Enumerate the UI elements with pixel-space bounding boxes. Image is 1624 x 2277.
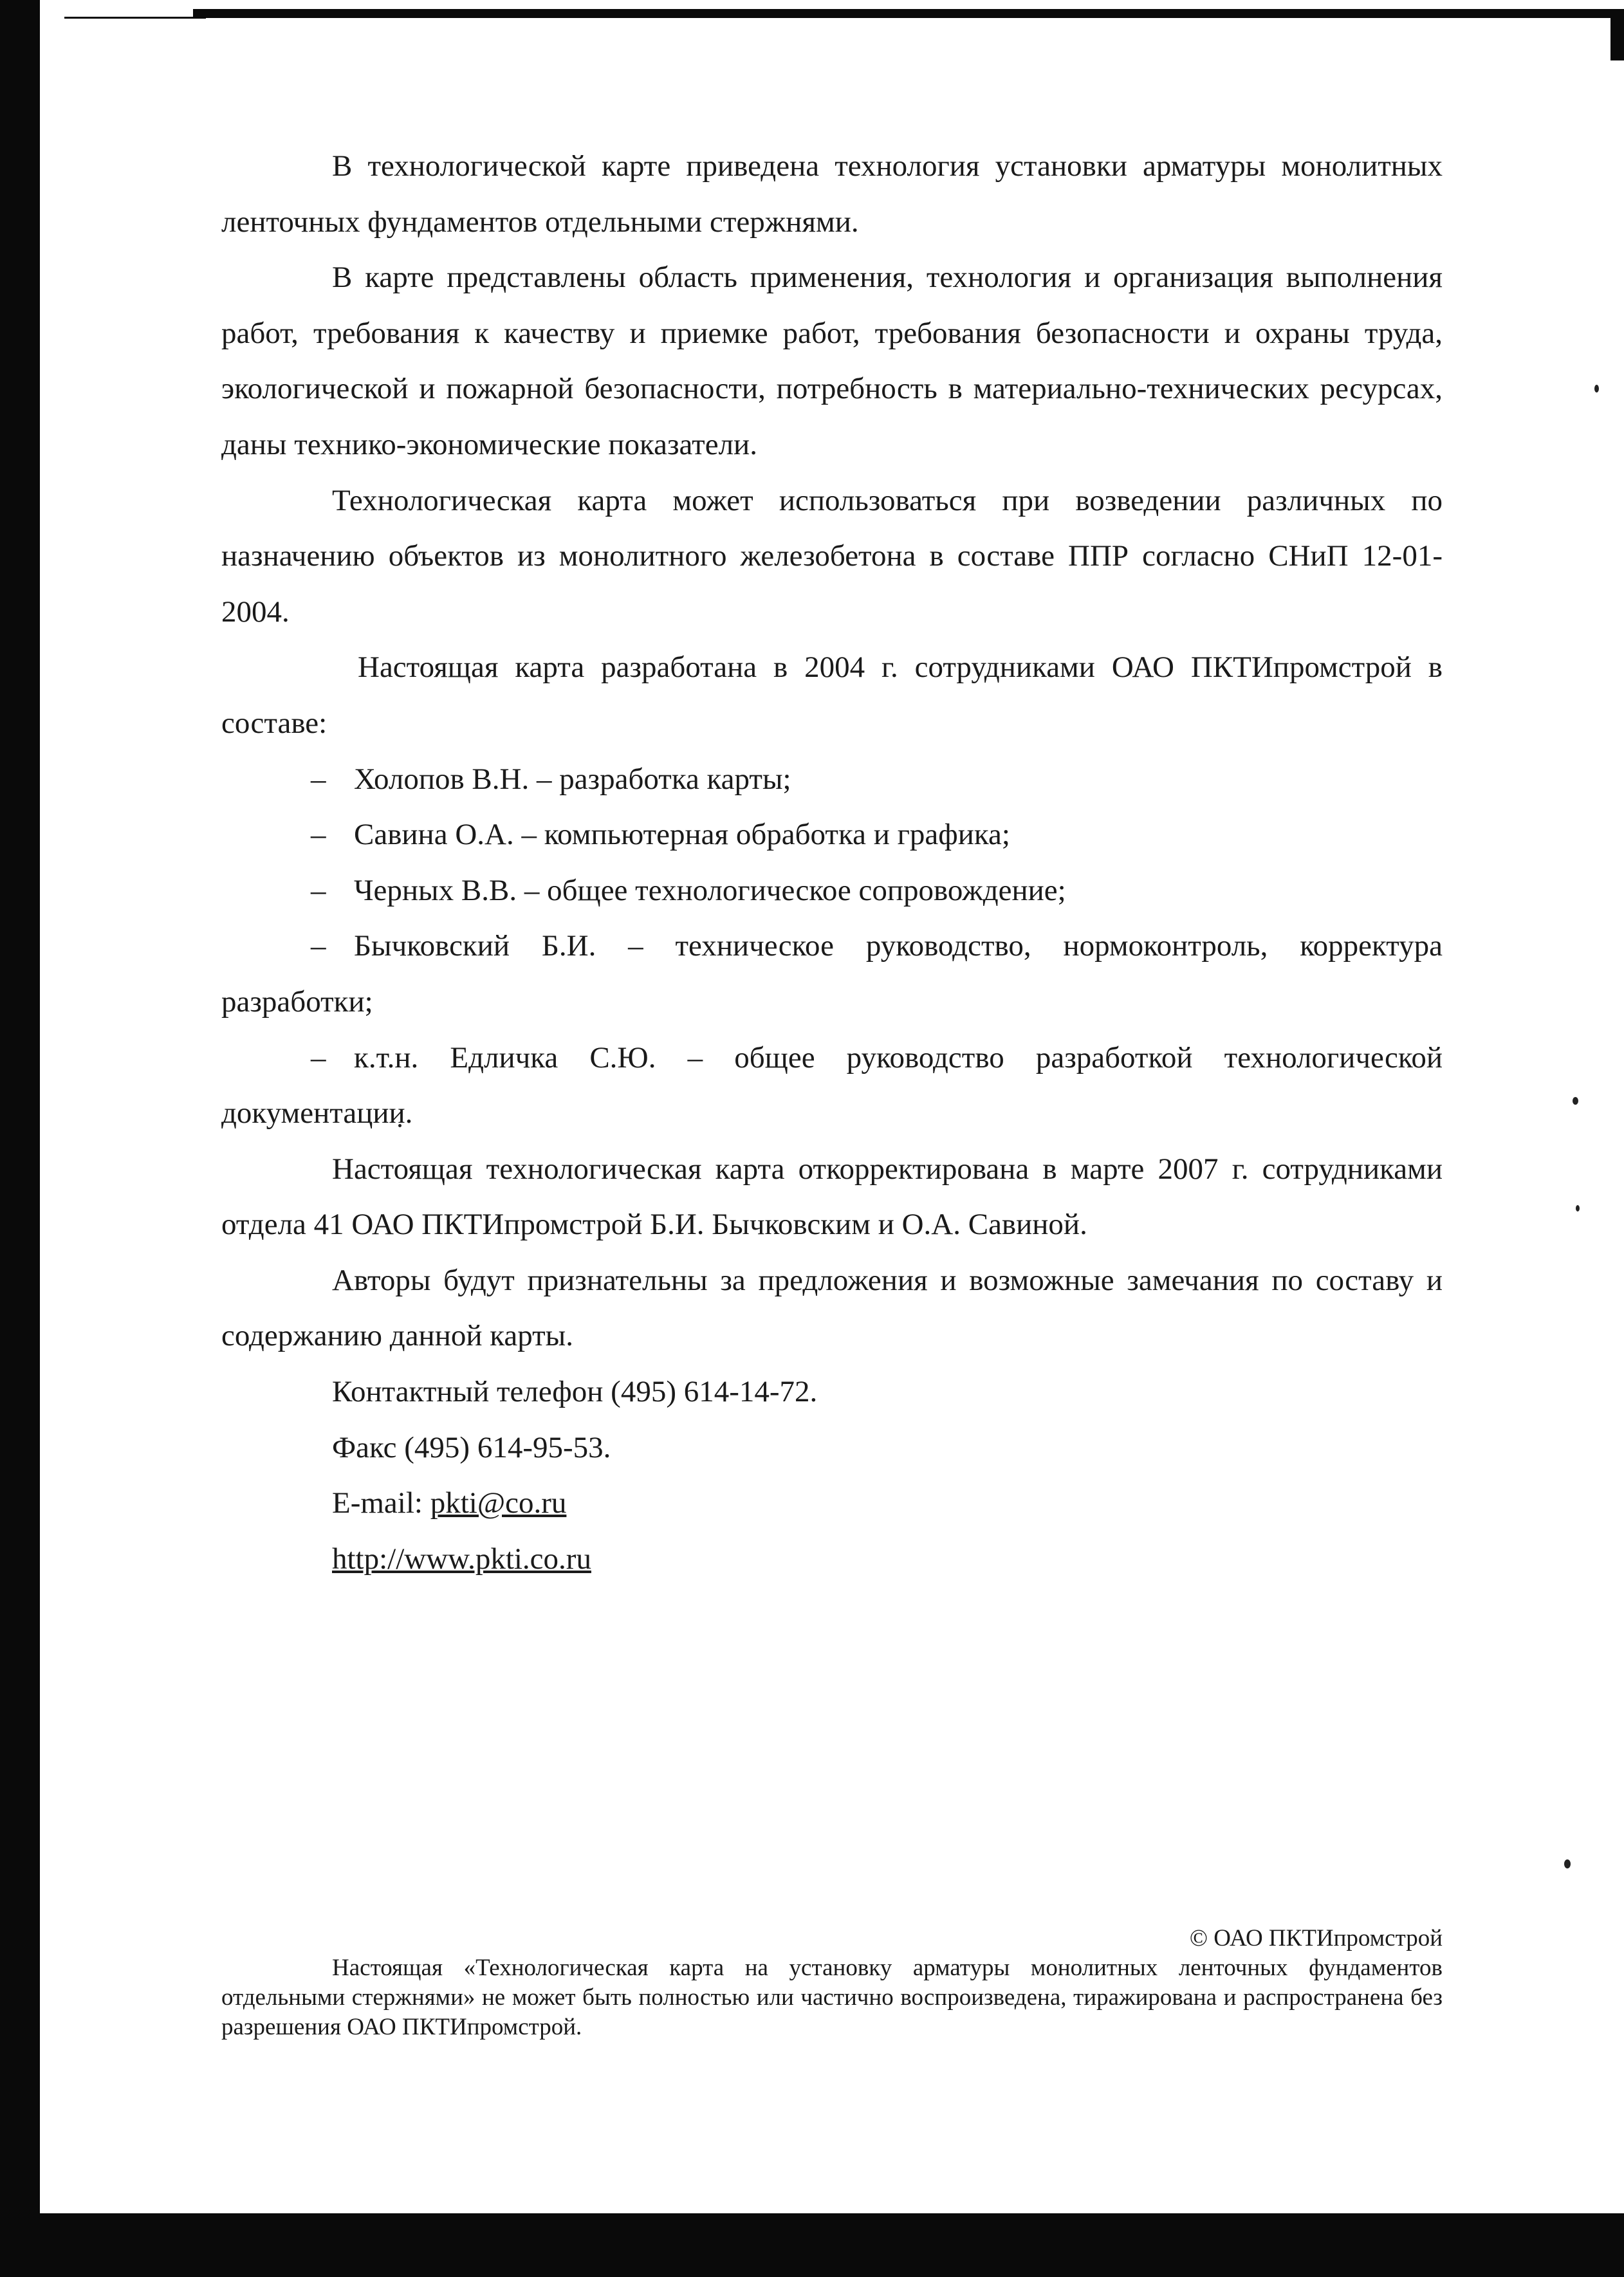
copyright-footer bbox=[221, 1924, 1443, 2042]
author-item bbox=[221, 918, 1443, 1029]
author-text: Черных В.В. – общее технологическое сопровождение; bbox=[354, 873, 1066, 907]
author-text: к.т.н. Едличка С.Ю. – общее руководство разработкой технологической документации. bbox=[221, 1040, 1443, 1130]
document-body bbox=[221, 138, 1443, 1587]
contact-phone: Контактный телефон (495) 614-14-72. bbox=[332, 1375, 818, 1409]
scan-speck bbox=[1573, 1097, 1578, 1105]
scope-paragraph: В карте представлены область применения, технология и организация выполнения работ, требования к качеству и приемке работ, требования безопасности и охраны труда, экологической и пожарной безопасности, потребность в материально-технических ресурсах, даны технико-экономические показатели. bbox=[221, 261, 1443, 461]
contact-website bbox=[221, 1531, 1443, 1587]
list-dash: – bbox=[311, 873, 326, 907]
scan-speck bbox=[1594, 385, 1599, 392]
revision-paragraph: Настоящая технологическая карта откорректирована в марте 2007 г. сотрудниками отдела 41 ОАО ПКТИпромстрой Б.И. Бычковским и О.А. Савиной. bbox=[221, 1152, 1443, 1242]
list-dash: – bbox=[311, 818, 326, 852]
usage-paragraph: Технологическая карта может использоваться при возведении различных по назначению объектов из монолитного железобетона в составе ППР согласно СНиП 12-01-2004. bbox=[221, 483, 1443, 629]
author-item bbox=[221, 863, 1443, 919]
website-link[interactable]: http://www.pkti.co.ru bbox=[332, 1542, 591, 1576]
scan-speck bbox=[1564, 1859, 1571, 1868]
developers-paragraph: Настоящая карта разработана в 2004 г. сотрудниками ОАО ПКТИпромстрой в составе: bbox=[221, 650, 1443, 740]
author-text: Холопов В.Н. – разработка карты; bbox=[354, 762, 791, 796]
copyright-line: © ОАО ПКТИпромстрой bbox=[1189, 1925, 1443, 1951]
scan-edge-bottom bbox=[0, 2213, 1624, 2277]
author-text: Бычковский Б.И. – техническое руководство, нормоконтроль, корректура разработки; bbox=[221, 929, 1443, 1019]
author-text: Савина О.А. – компьютерная обработка и графика; bbox=[354, 818, 1010, 852]
scan-edge-left bbox=[0, 0, 40, 2277]
scan-edge-top-line bbox=[64, 17, 206, 19]
contact-email bbox=[221, 1475, 1443, 1531]
list-dash: – bbox=[311, 929, 326, 963]
author-item bbox=[221, 1030, 1443, 1141]
list-dash: – bbox=[311, 1040, 326, 1074]
author-item bbox=[221, 807, 1443, 863]
scan-edge-top bbox=[193, 9, 1624, 18]
email-link[interactable]: pkti@co.ru bbox=[430, 1486, 567, 1520]
list-dash: – bbox=[311, 762, 326, 796]
feedback-paragraph: Авторы будут признательны за предложения и возможные замечания по составу и содержанию данной карты. bbox=[221, 1263, 1443, 1353]
intro-paragraph: В технологической карте приведена технология установки арматуры монолитных ленточных фундаментов отдельными стержнями. bbox=[221, 149, 1443, 239]
scan-edge-right bbox=[1610, 9, 1624, 60]
contact-fax: Факс (495) 614-95-53. bbox=[332, 1430, 611, 1464]
author-item bbox=[221, 751, 1443, 807]
copyright-notice: Настоящая «Технологическая карта на установку арматуры монолитных ленточных фундаментов отдельными стержнями» не может быть полностью или частично воспроизведена, тиражирована и распространена без разрешения ОАО ПКТИпромстрой. bbox=[221, 1955, 1443, 2040]
scan-speck bbox=[1576, 1205, 1580, 1212]
email-label: E-mail: bbox=[332, 1486, 430, 1520]
